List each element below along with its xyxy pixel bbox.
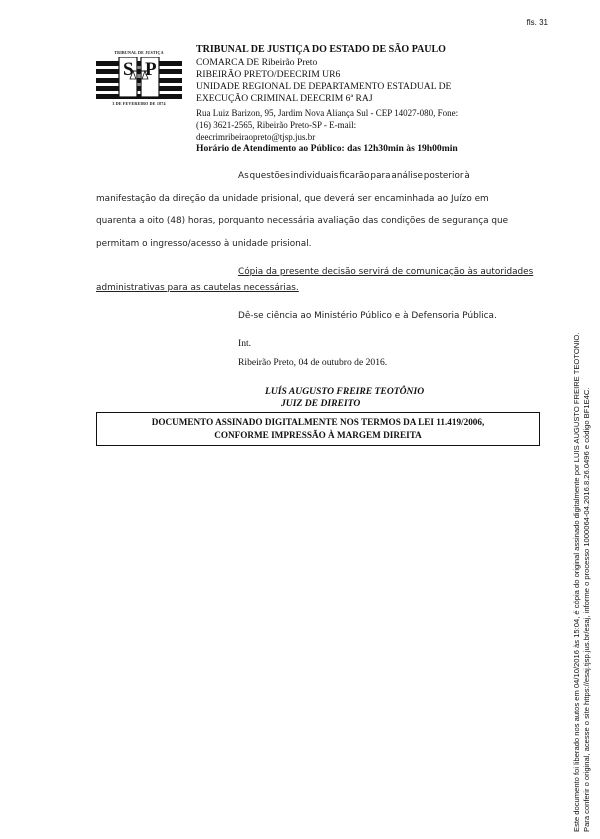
court-seal-logo bbox=[96, 52, 182, 106]
date-line: Ribeirão Preto, 04 de outubro de 2016. bbox=[238, 357, 388, 368]
court-name: TRIBUNAL DE JUSTIÇA DO ESTADO DE SÃO PAULO bbox=[196, 44, 446, 55]
page-number: fls. 31 bbox=[526, 18, 548, 27]
int-line: Int. bbox=[238, 338, 252, 349]
paragraph-line: permitam o ingresso/acesso à unidade prisional. bbox=[96, 239, 312, 249]
office-hours: Horário de Atendimento ao Público: das 12h30min às 19h00min bbox=[196, 143, 458, 154]
header-line: UNIDADE REGIONAL DE DEPARTAMENTO ESTADUAL DE bbox=[196, 81, 452, 92]
seal-bottom-text: 3 DE FEVEREIRO DE 1874 bbox=[112, 101, 166, 106]
header-line: EXECUÇÃO CRIMINAL DEECRIM 6ª RAJ bbox=[196, 93, 373, 104]
seal-stripes-icon bbox=[96, 57, 182, 103]
paragraph-line: manifestação da direção da unidade prisional, que deverá ser encaminhada ao Juízo em bbox=[96, 194, 489, 204]
side-note-line: Para conferir o original, acesse o site https://esaj.tjsp.jus.br/esaj, informe o processo 1000064-04.2016.8.26.0496 e código BF1E4C. bbox=[582, 387, 591, 832]
header-line: RIBEIRÃO PRETO/DEECRIM UR6 bbox=[196, 69, 341, 80]
header-line: COMARCA DE Ribeirão Preto bbox=[196, 57, 318, 68]
side-verification-note bbox=[572, 2, 592, 832]
address-line: Rua Luiz Barizon, 95, Jardim Nova Aliança Sul - CEP 14027-080, Fone: bbox=[196, 108, 459, 118]
address-line: (16) 3621-2565, Ribeirão Preto-SP - E-mail: bbox=[196, 120, 357, 130]
signer-title: JUIZ DE DIREITO bbox=[281, 398, 361, 409]
email-line: deecrimribeiraopreto@tjsp.jus.br bbox=[196, 132, 316, 142]
seal-letter-p: P bbox=[145, 59, 157, 80]
side-note-line: Este documento foi liberado nos autos em 04/10/2016 às 15:04, é cópia do original assinado digitalmente por LUIS AUGUSTO FREIRE TEOTONIO. bbox=[572, 332, 581, 832]
digital-signature-box bbox=[96, 412, 540, 446]
seal-top-text: TRIBUNAL DE JUSTIÇA bbox=[114, 50, 164, 55]
digital-signature-line: CONFORME IMPRESSÃO À MARGEM DIREITA bbox=[214, 430, 422, 440]
seal-letter-s: S bbox=[123, 59, 134, 80]
signer-name: LUÍS AUGUSTO FREIRE TEOTÔNIO bbox=[265, 386, 425, 397]
paragraph-line: As questões individuais ficarão para análise posterior à bbox=[238, 171, 470, 181]
paragraph-line: administrativas para as cautelas necessárias. bbox=[96, 283, 299, 293]
paragraph-line: Dê-se ciência ao Ministério Público e à Defensoria Pública. bbox=[238, 311, 497, 321]
paragraph-line: quarenta a oito (48) horas, porquanto necessária avaliação das condições de segurança que bbox=[96, 216, 509, 226]
paragraph-line: Cópia da presente decisão servirá de comunicação às autoridades bbox=[238, 267, 534, 277]
digital-signature-line: DOCUMENTO ASSINADO DIGITALMENTE NOS TERMOS DA LEI 11.419/2006, bbox=[151, 417, 485, 427]
